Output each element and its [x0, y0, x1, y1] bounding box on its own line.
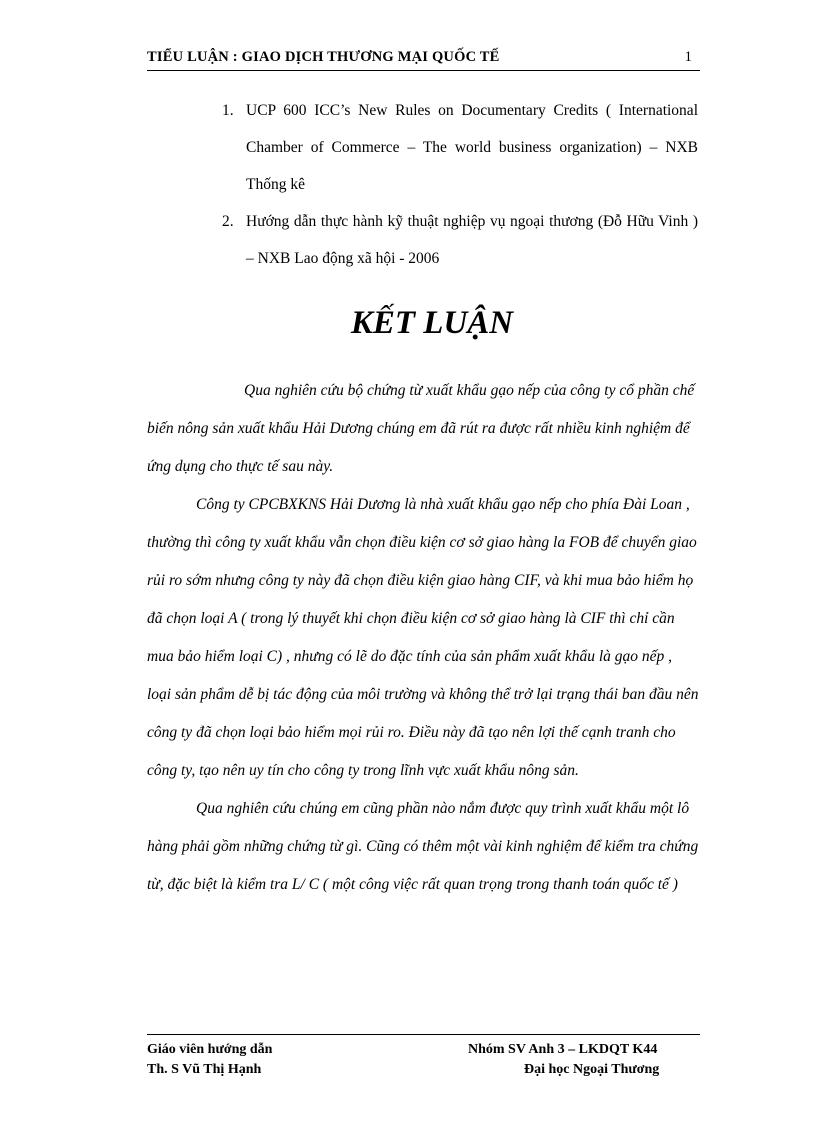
conclusion-body [147, 372, 700, 904]
conclusion-paragraph: Qua nghiên cứu chúng em cũng phần nào nắm được quy trình xuất khẩu một lô hàng phải gồm những chứng từ gì. Cũng có thêm một vài kinh nghiệm để kiểm tra chứng từ, đặc biệt là kiểm tra L/ C ( một công việc rất quan trọng trong thanh toán quốc tế ) [147, 800, 699, 893]
footer-instructor-label: Giáo viên hướng dẫn [147, 1042, 273, 1057]
reference-number: 2. [222, 213, 234, 230]
reference-number: 1. [222, 102, 234, 119]
conclusion-heading: KẾT LUẬN [350, 305, 514, 341]
header-title: TIỂU LUẬN : GIAO DỊCH THƯƠNG MẠI QUỐC TẾ [147, 49, 500, 65]
conclusion-paragraph: Qua nghiên cứu bộ chứng từ xuất khẩu gạo nếp của công ty cổ phần chế biến nông sản xuất khẩu Hải Dương chúng em đã rút ra được rất nhiều kinh nghiệm để ứng dụng cho thực tế sau này. [147, 382, 695, 475]
reference-text: Hướng dẫn thực hành kỹ thuật nghiệp vụ ngoại thương (Đỗ Hữu Vinh ) – NXB Lao động xã hội - 2006 [246, 213, 698, 267]
reference-text: UCP 600 ICC’s New Rules on Documentary Credits ( International Chamber of Commerce – The world business organization) – NXB Thống kê [246, 102, 698, 193]
reference-list [222, 92, 698, 277]
footer-group-name: Nhóm SV Anh 3 – LKDQT K44 [468, 1042, 658, 1057]
reference-item [222, 92, 698, 203]
reference-item [222, 203, 698, 277]
footer-divider [147, 1034, 700, 1035]
footer-instructor-name: Th. S Vũ Thị Hạnh [147, 1062, 262, 1077]
footer-university: Đại học Ngoại Thương [524, 1062, 660, 1077]
footer-instructor [147, 1040, 272, 1080]
footer-group [468, 1040, 700, 1080]
page-number: 1 [684, 49, 692, 65]
page-header [147, 48, 700, 71]
conclusion-paragraph: Công ty CPCBXKNS Hải Dương là nhà xuất khẩu gạo nếp cho phía Đài Loan , thường thì công ty xuất khẩu vẫn chọn điều kiện cơ sở giao hàng la FOB để chuyển giao rủi ro sớm nhưng công ty này đã chọn điều kiện giao hàng CIF, và khi mua bảo hiểm họ đã chọn loại A ( trong lý thuyết khi chọn điều kiện cơ sở giao hàng là CIF thì chỉ cần mua bảo hiểm loại C) , nhưng có lẽ do đặc tính của sản phẩm xuất khẩu là gạo nếp , loại sản phẩm dễ bị tác động của môi trường và không thể trở lại trạng thái ban đầu nên công ty đã chọn loại bảo hiểm mọi rủi ro. Điều này đã tạo nên lợi thế cạnh tranh cho công ty, tạo nên uy tín cho công ty trong lĩnh vực xuất khẩu nông sản. [147, 496, 699, 779]
